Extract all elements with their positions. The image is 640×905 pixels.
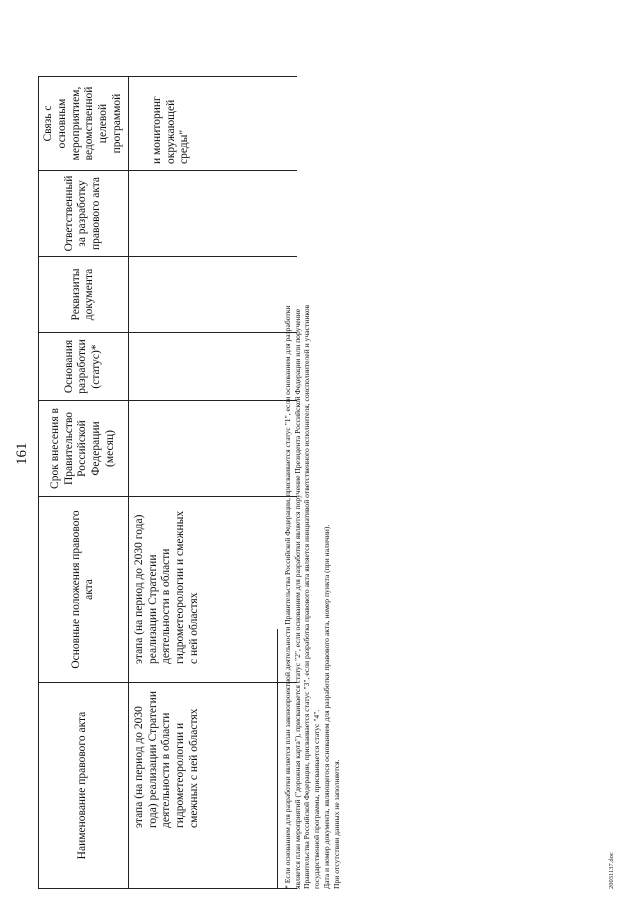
page-number: 161 — [14, 442, 30, 465]
footnote-divider — [277, 629, 278, 889]
footnote-line: Дата и номер документа, являющегося основанием для разработки правового акта, номер пункта (при наличии). — [321, 524, 331, 889]
table-row — [128, 77, 297, 889]
cell-link-to-program: и мониторинг окружающей среды" — [128, 77, 297, 171]
cell-basis-status — [128, 333, 297, 401]
legal-acts-table — [38, 76, 297, 889]
header-responsible: Ответственный за разработку правового акта — [39, 171, 129, 257]
footnote-line: государственной программы, присваивается статус "4". — [312, 709, 322, 889]
header-link-to-program: Связь с основным мероприятием, ведомственной целевой программой — [39, 77, 129, 171]
document-id: 20031137.doc — [608, 852, 615, 889]
cell-document-details — [128, 257, 297, 333]
header-act-name: Наименование правового акта — [39, 683, 129, 889]
footnote — [283, 89, 341, 889]
table-header-row — [39, 77, 129, 889]
cell-main-provisions: этапа (на период до 2030 года) реализации Стратегии деятельности в области гидрометеорологии и смежных с ней областях — [128, 497, 297, 683]
footnote-line: * Если основанием для разработки является план законопроектной деятельности Правительства Российской Федерации, присваивается статус "1", если основанием для разработки — [283, 305, 292, 889]
cell-submission-deadline — [128, 401, 297, 497]
header-submission-deadline: Срок внесения в Правительство Российской Федерации (месяц) — [39, 401, 129, 497]
footnote-line: При отсутствии данных не заполняется. — [331, 759, 341, 889]
footnote-line: Правительства Российской Федерации, присваивается статус "3", если разработка правового акта является инициативой ответственного исполнителя, соисполнителей и участников — [302, 304, 312, 889]
header-main-provisions: Основные положения правового акта — [39, 497, 129, 683]
cell-responsible — [128, 171, 297, 257]
header-document-details: Реквизиты документа — [39, 257, 129, 333]
footnote-line: является план мероприятий ("дорожная карта"), присваивается статус "2", если основанием для разработки является поручение Президента Российской Федерации или поручение — [292, 308, 302, 889]
header-basis-status: Основания разработки (статус)* — [39, 333, 129, 401]
cell-act-name: этапа (на период до 2030 года) реализации Стратегии деятельности в области гидрометеорологии и смежных с ней областях — [128, 683, 297, 889]
